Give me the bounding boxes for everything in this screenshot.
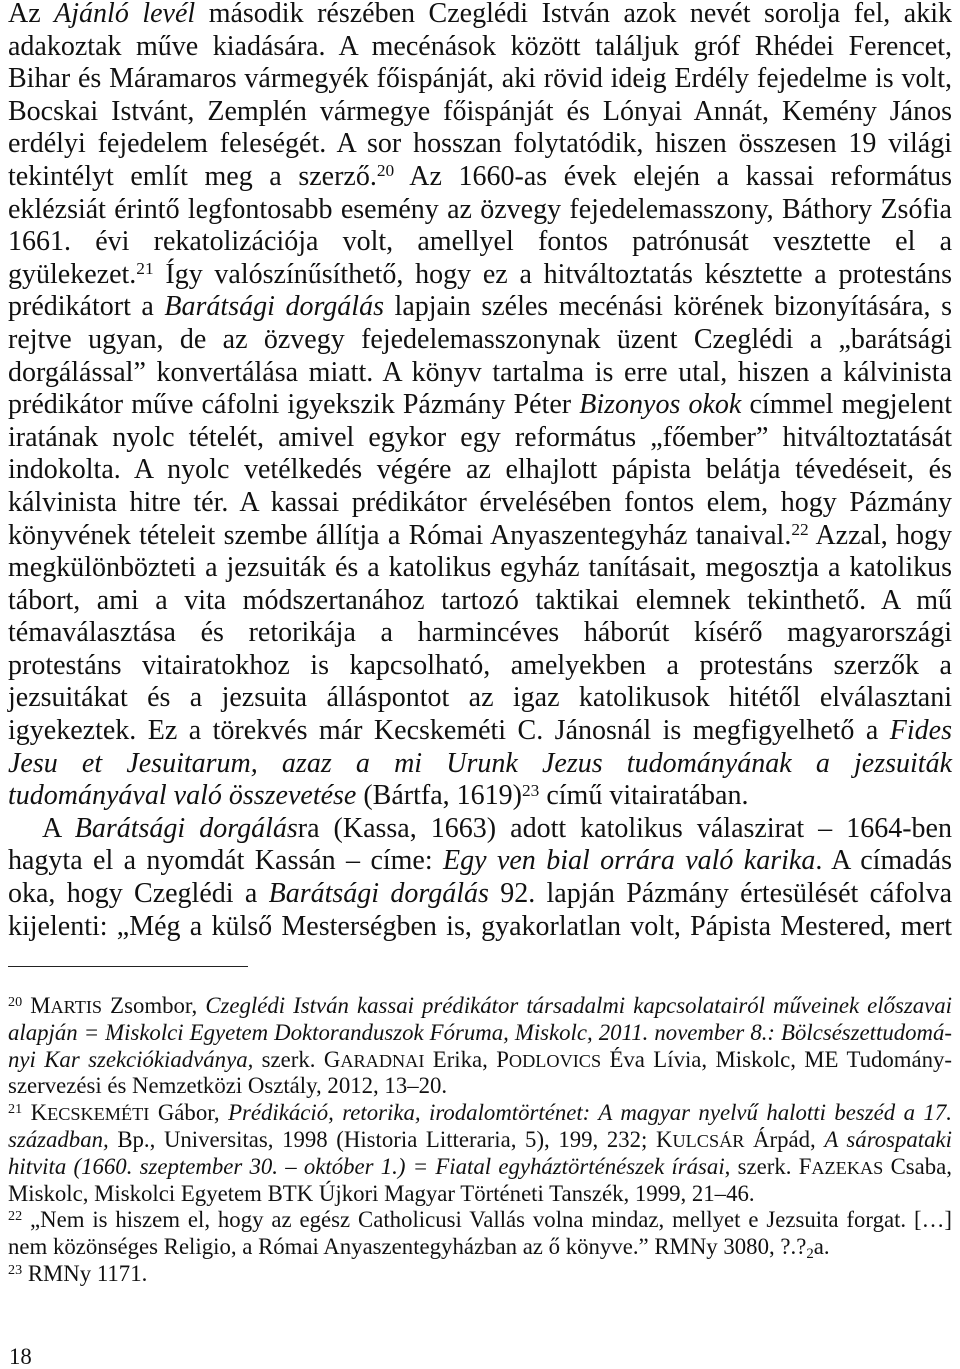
- italic-text: alapján = Miskolci Egyetem Doktoranduszok Fóruma, Miskolc, 2011. november 8.: Bölcsészettudomá-: [8, 1019, 952, 1045]
- text-run: iratának nyolc tételét, amivel egykor egy református „főember” hitváltoztatását: [8, 421, 952, 453]
- text-line: [8, 357, 952, 390]
- text-line: [8, 63, 952, 96]
- text-line: [8, 128, 952, 161]
- italic-text: Fides: [889, 715, 952, 747]
- text-line: [8, 682, 952, 715]
- footnote-separator: [8, 966, 248, 967]
- text-run: kálvinista hitre tér. A kassai prédikátor érvelésében fontos elem, hogy Pázmány: [8, 486, 952, 518]
- text-run: Árpád,: [744, 1126, 825, 1152]
- italic-text: nyi Kar szekciókiadványa,: [8, 1046, 254, 1072]
- text-run: 1661. évi rekatolizációja volt, amellyel fontos patrónusát vesztette el a: [8, 226, 952, 258]
- italic-text: Czeglédi István kassai prédikátor társadalmi kapcsolatairól műveinek előszavai: [205, 993, 952, 1018]
- italic-text: Ajánló levél: [54, 0, 196, 29]
- text-line: [8, 911, 952, 944]
- text-run: erdélyi fejedelem feleségét. A sor hosszan folytatódik, hiszen összesen 19 világi: [8, 128, 952, 160]
- text-line: [8, 715, 952, 748]
- text-line: [8, 324, 952, 357]
- text-run: Bihar és Máramaros vármegyék főispánját, aki rövid ideig Erdély fejedelme is volt,: [8, 63, 952, 95]
- text-line: [8, 161, 952, 194]
- author-surname: PODLOVICS: [496, 1046, 602, 1072]
- text-run: Éva Lívia, Miskolc, ME Tudomány-: [601, 1046, 953, 1072]
- text-run: , szerk.: [724, 1153, 799, 1179]
- text-run: címmel megjelent: [741, 389, 952, 421]
- text-run: „Nem is hiszem el, hogy az egész Catholicusi Vallás volna mindaz, mellyet e Jezsuita forgat. […]: [22, 1207, 952, 1233]
- text-run: igyekeztek. Ez a törekvés már Kecskeméti C. Jánosnál is megfigyelhető a: [8, 715, 890, 747]
- author-surname: KECSKEMÉTI: [30, 1100, 150, 1126]
- text-line: [8, 1127, 952, 1154]
- text-line: [8, 1261, 952, 1288]
- text-run: nem közönséges Religio, a Római Anyaszentegyházban az ő könyve.” RMNy 3080, ?.?: [8, 1234, 807, 1260]
- text-run: Erika,: [424, 1046, 497, 1072]
- text-run: Miskolc, Miskolci Egyetem BTK Újkori Magyar Történeti Tanszék, 1999, 21–46.: [8, 1180, 755, 1206]
- text-run: prédikátort a: [8, 291, 165, 323]
- text-run: A: [42, 812, 75, 844]
- text-run: Az 1660-as évek elején a kassai református: [394, 160, 952, 192]
- note-number: 21: [8, 1101, 23, 1118]
- footnote: [8, 1100, 952, 1207]
- text-run: Így valószínűsíthető, hogy ez a hitváltoztatás késztette a protestáns: [153, 258, 952, 290]
- text-run: tekintélyt említ meg a szerző.: [8, 160, 377, 192]
- footnote: [8, 1207, 952, 1261]
- note-number: 23: [8, 1261, 23, 1278]
- text-run: szervezési és Nemzetközi Osztály, 2012, 13–20.: [8, 1073, 448, 1099]
- text-line: [8, 993, 952, 1020]
- text-run: ra (Kassa, 1663) adott katolikus válaszirat – 1664-ben: [297, 812, 952, 844]
- text-line: [8, 617, 952, 650]
- italic-text: Barátsági dorgálás: [74, 812, 298, 844]
- text-line: [8, 291, 952, 324]
- italic-text: Jesu et Jesuitarum, azaz a mi Urunk Jezus tudományának a jezsuiták: [8, 747, 952, 779]
- text-line: [8, 1100, 952, 1127]
- text-run: második részében Czeglédi István azok nevét sorolja fel, akik: [195, 0, 952, 29]
- text-run: [22, 993, 30, 1018]
- footnote: [8, 1261, 952, 1288]
- text-line: [8, 194, 952, 227]
- text-run: Bocskai Istvánt, Zemplén vármegye főispánját és Lónyai Annát, Kemény János: [8, 95, 952, 127]
- text-line: [8, 422, 952, 455]
- text-run: [22, 1100, 30, 1125]
- text-run: indokolta. A nyolc vetélkedés végére az elhajlott pápista belátja tévedéseit, és: [8, 454, 952, 486]
- text-run: gyülekezet.: [8, 258, 137, 290]
- text-line: [8, 1181, 952, 1208]
- text-line: [8, 813, 952, 846]
- author-surname: GARADNAI: [323, 1046, 425, 1072]
- text-line: [8, 845, 952, 878]
- text-line: [8, 226, 952, 259]
- text-line: [8, 1207, 952, 1234]
- note-number: 22: [8, 1208, 23, 1225]
- subscript-text: 2: [806, 1246, 814, 1263]
- text-line: [8, 454, 952, 487]
- note-number: 21: [136, 259, 154, 279]
- footnote: [8, 993, 952, 1100]
- text-run: Azzal, hogy: [808, 519, 953, 551]
- text-line: [8, 1047, 952, 1074]
- italic-text: Barátsági dorgálás: [164, 291, 384, 323]
- text-run: . A címadás: [815, 845, 952, 877]
- body-text: [8, 0, 952, 943]
- text-line: [8, 1020, 952, 1047]
- note-number: 23: [521, 780, 540, 800]
- text-run: hagyta el a nyomdát Kassán – címe:: [8, 845, 444, 877]
- text-run: adakoztak műve kiadására. A mecénások között találjuk gróf Rhédei Ferencet,: [8, 30, 952, 62]
- text-run: szerk.: [253, 1046, 324, 1072]
- text-run: jezsuitákat és a jezsuita álláspontot az igaz katolikusok hitétől elválasztani: [8, 682, 952, 714]
- text-run: rejtve ugyan, de az özvegy fejedelemasszonynak üzent Czeglédi a „barátsági: [8, 323, 952, 355]
- footnotes: [8, 993, 952, 1288]
- text-run: (Bártfa, 1619): [356, 780, 522, 812]
- text-line: [8, 585, 952, 618]
- note-number: 22: [791, 519, 809, 539]
- text-line: [8, 552, 952, 585]
- text-run: prédikátor műve cáfolni igyekszik Pázmány Péter: [8, 389, 580, 421]
- text-line: [8, 1234, 952, 1261]
- text-run: Zsombor,: [102, 993, 206, 1018]
- text-line: [8, 780, 952, 813]
- italic-text: században,: [8, 1126, 109, 1152]
- author-surname: KULCSÁR: [656, 1126, 745, 1152]
- text-run: Csaba,: [883, 1153, 952, 1179]
- text-run: eklézsiát érintő legfontosabb esemény az özvegy fejedelemasszony, Báthory Zsófia: [8, 193, 952, 225]
- italic-text: Prédikáció, retorika, irodalomtörténet: A magyar nyelvű halotti beszéd a 17.: [228, 1100, 952, 1126]
- text-run: Gábor,: [149, 1100, 229, 1126]
- text-line: [8, 1154, 952, 1181]
- text-run: lapjain széles mecénási körének bizonyítására, s: [383, 291, 952, 323]
- text-line: [8, 259, 952, 292]
- text-line: [8, 748, 952, 781]
- author-surname: MARTIS: [30, 993, 103, 1018]
- text-line: [8, 487, 952, 520]
- text-run: témaválasztása és retorikája a harmincéves háborút kísérő magyarországi: [8, 617, 952, 649]
- text-run: Bp., Universitas, 1998 (Historia Litteraria, 5), 199, 232;: [108, 1126, 656, 1152]
- text-run: Az: [8, 0, 55, 29]
- text-line: [8, 1073, 952, 1100]
- text-run: című vitairatában.: [539, 780, 749, 812]
- text-run: dorgálással” konvertálása miatt. A könyv tartalma is erre utal, hiszen a kálvinista: [8, 356, 952, 388]
- text-line: [8, 96, 952, 129]
- italic-text: tudományával való összevetése: [8, 780, 357, 812]
- text-run: RMNy 1171.: [22, 1260, 148, 1286]
- text-line: [8, 520, 952, 553]
- italic-text: A sárospataki: [824, 1126, 952, 1152]
- text-run: a.: [813, 1234, 830, 1260]
- italic-text: Egy ven bial orrára való karika: [443, 845, 816, 877]
- body-paragraph: [8, 813, 952, 943]
- text-run: tábort, ami a vita módszertanához tartozó taktikai elemnek tekinthető. A mű: [8, 584, 952, 616]
- text-run: kijelenti: „Még a külső Mesterségben is, gyakorlatlan volt, Pápista Mestered, mert: [8, 910, 952, 942]
- text-run: megkülönbözteti a jezsuiták és a katolikus egyház tanításait, megosztja a katolikus: [8, 552, 952, 584]
- text-line: [8, 0, 952, 31]
- text-run: 92. lapján Pázmány értesülését cáfolva: [488, 878, 952, 910]
- text-line: [8, 650, 952, 683]
- text-run: oka, hogy Czeglédi a: [8, 878, 269, 910]
- text-line: [8, 878, 952, 911]
- page-number: 18: [9, 1344, 32, 1369]
- author-surname: FAZEKAS: [798, 1153, 884, 1179]
- text-line: [8, 389, 952, 422]
- note-number: 20: [376, 161, 395, 181]
- text-run: könyvének tételeit szembe állítja a Római Anyaszentegyház tanaival.: [8, 519, 792, 551]
- text-line: [8, 31, 952, 64]
- italic-text: hitvita (1660. szeptember 30. – október 1.) = Fiatal egyháztörténészek írásai: [8, 1153, 725, 1179]
- note-number: 20: [8, 993, 23, 1010]
- italic-text: Bizonyos okok: [579, 389, 742, 421]
- italic-text: Barátsági dorgálás: [268, 878, 489, 910]
- text-run: protestáns vitairatokhoz is kapcsolható, amelyekben a protestáns szerzők a: [8, 649, 952, 681]
- body-paragraph: [8, 0, 952, 813]
